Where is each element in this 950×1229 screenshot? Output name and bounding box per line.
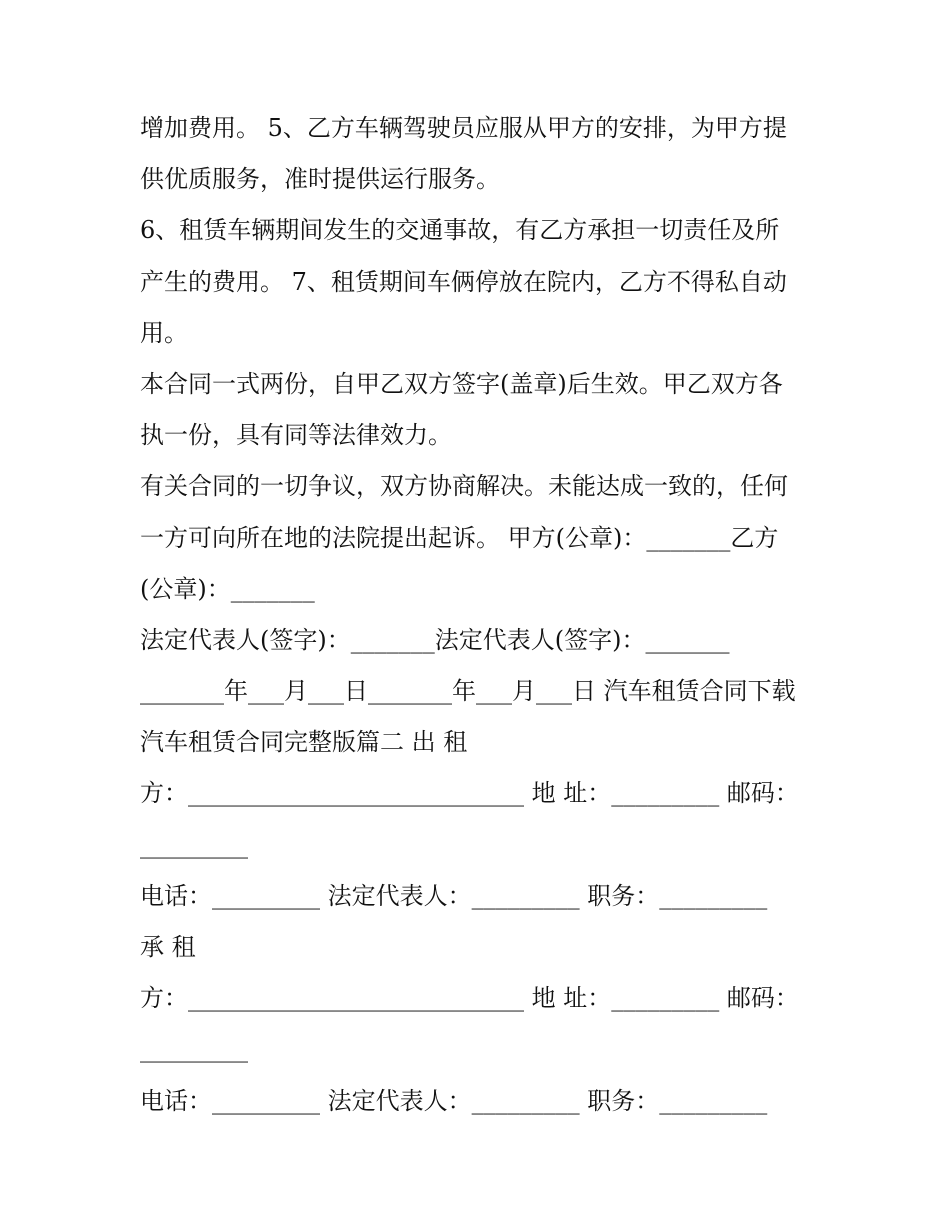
text-line: 法定代表人(签字)：_______法定代表人(签字)：_______ [140,625,730,654]
text-line: (公章)：_______ [140,574,315,603]
text-line: 电话：_________ 法定代表人：_________ 职务：_________ [140,1086,768,1115]
text-line: 电话：_________ 法定代表人：_________ 职务：_________ [140,881,768,910]
text-line: 有关合同的一切争议，双方协商解决。未能达成一致的，任何 [140,472,788,501]
text-line: 用。 [140,318,188,347]
text-line: 供优质服务，准时提供运行服务。 [140,165,500,194]
text-line: 6、租赁车辆期间发生的交通事故，有乙方承担一切责任及所 [140,216,780,245]
text-line: _________ [140,830,248,859]
text-line: 执一份，具有同等法律效力。 [140,421,452,450]
text-line: _________ [140,1035,248,1064]
text-line: 一方可向所在地的法院提出起诉。 甲方(公章)：_______乙方 [140,523,779,552]
text-line: 承 租 [140,933,196,961]
text-line: 方：____________________________ 地 址：_________ 邮码： [140,779,799,808]
text-line: 汽车租赁合同完整版篇二 出 租 [140,728,468,757]
text-line: _______年___月___日_______年___月___日 汽车租赁合同下载 [140,677,796,706]
text-line: 增加费用。 5、乙方车辆驾驶员应服从甲方的安排，为甲方提 [140,114,787,142]
text-line: 产生的费用。 7、租赁期间车俩停放在院内，乙方不得私自动 [140,267,787,296]
text-line: 方：____________________________ 地 址：_________ 邮码： [140,984,799,1013]
text-line: 本合同一式两份，自甲乙双方签字(盖章)后生效。甲乙双方各 [140,369,783,398]
contract-text [140,103,820,1127]
